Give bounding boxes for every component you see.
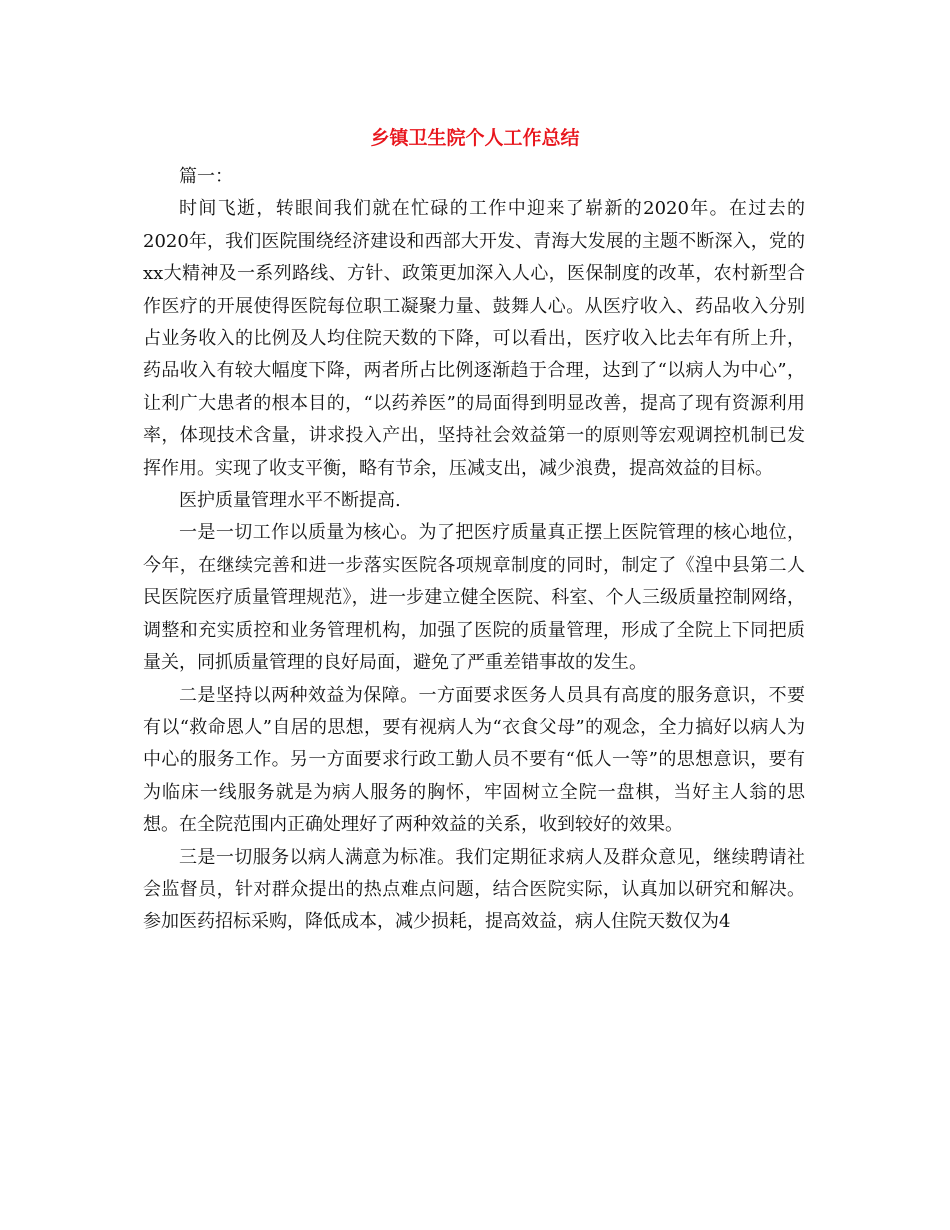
document-body: [143, 161, 805, 939]
paragraph-quality-heading: 医护质量管理水平不断提高.: [179, 490, 401, 512]
paragraph-intro: 时间飞逝，转眼间我们就在忙碌的工作中迎来了崭新的2020年。在过去的2020年，我们医院围绕经济建设和西部大开发、青海大发展的主题不断深入，党的xx大精神及一系列路线、方针、政策更加深入人心，医保制度的改革，农村新型合作医疗的开展使得医院每位职工凝聚力量、鼓舞人心。从医疗收入、药品收入分别占业务收入的比例及人均住院天数的下降，可以看出，医疗收入比去年有所上升，药品收入有较大幅度下降，两者所占比例逐渐趋于合理，达到了“以病人为中心”，让利广大患者的根本目的，“以药养医”的局面得到明显改善，提高了现有资源利用率，体现技术含量，讲求投入产出，坚持社会效益第一的原则等宏观调控机制已发挥作用。实现了收支平衡，略有节余，压减支出，减少浪费，提高效益的目标。: [143, 198, 805, 479]
document-title: 乡镇卫生院个人工作总结: [370, 127, 580, 149]
paragraph-quality-core: 一是一切工作以质量为核心。为了把医疗质量真正摆上医院管理的核心地位，今年，在继续完善和进一步落实医院各项规章制度的同时，制定了《湟中县第二人民医院医疗质量管理规范》，进一步建立健全医院、科室、个人三级质量控制网络，调整和充实质控和业务管理机构，加强了医院的质量管理，形成了全院上下同把质量关，同抓质量管理的良好局面，避免了严重差错事故的发生。: [143, 522, 805, 674]
paragraph-patient-satisfaction: 三是一切服务以病人满意为标准。我们定期征求病人及群众意见，继续聘请社会监督员，针对群众提出的热点难点问题，结合医院实际，认真加以研究和解决。参加医药招标采购，降低成本，减少损耗，提高效益，病人住院天数仅为4: [143, 846, 805, 933]
paragraph-two-benefits: 二是坚持以两种效益为保障。一方面要求医务人员具有高度的服务意识，不要有以“救命恩人”自居的思想，要有视病人为“衣食父母”的观念，全力搞好以病人为中心的服务工作。另一方面要求行政工勤人员不要有“低人一等”的思想意识，要有为临床一线服务就是为病人服务的胸怀，牢固树立全院一盘棋，当好主人翁的思想。在全院范围内正确处理好了两种效益的关系，收到较好的效果。: [143, 684, 805, 836]
section-label: 篇一：: [179, 166, 233, 187]
